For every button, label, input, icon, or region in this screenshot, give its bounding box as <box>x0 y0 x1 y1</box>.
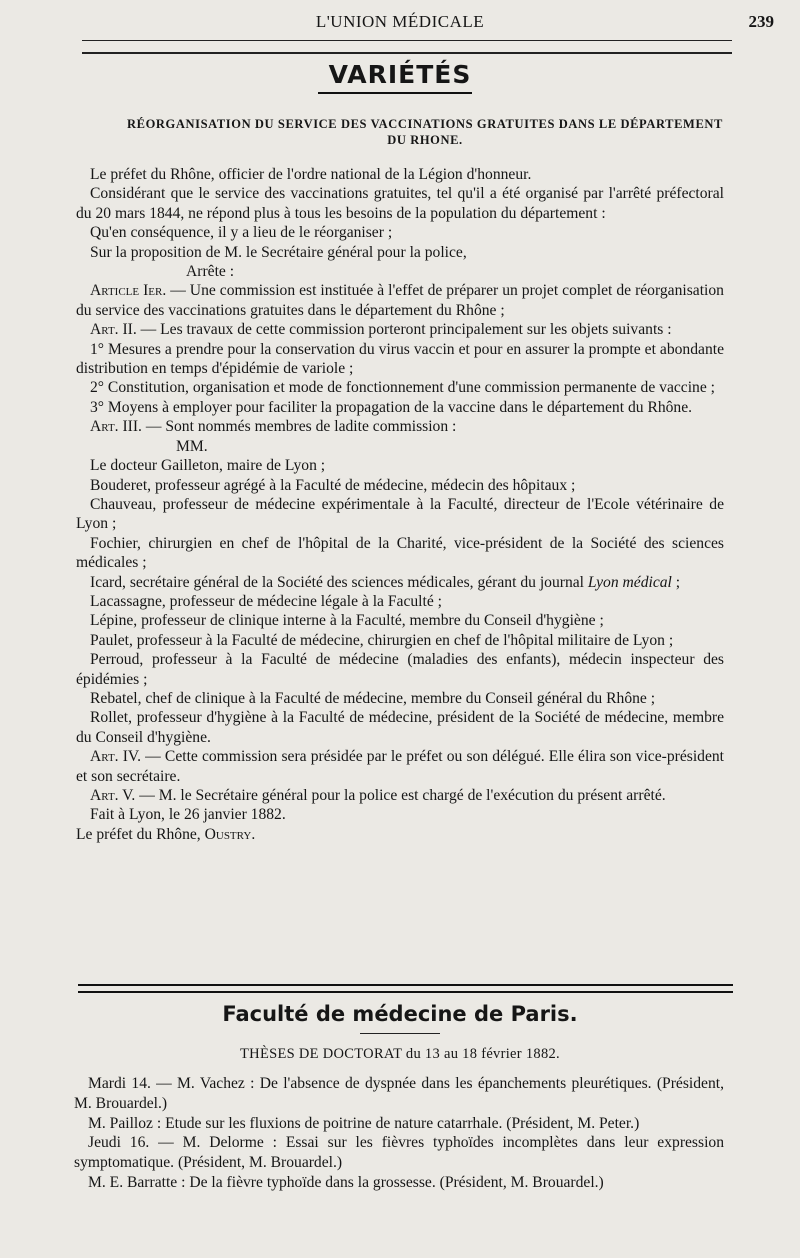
running-header <box>0 12 800 38</box>
signature-name: Oustry. <box>204 825 256 843</box>
decree-consequence: Qu'en conséquence, il y a lieu de le réorganiser ; <box>90 224 393 242</box>
article-5-label: Art. V. <box>90 787 136 804</box>
member-entry: Lépine, professeur de clinique interne à la Faculté, membre du Conseil d'hygiène ; <box>90 612 604 630</box>
icard-text: Icard, secrétaire général de la Société des sciences médicales, gérant du journal <box>90 573 588 591</box>
article-4-label: Art. IV. <box>90 748 142 766</box>
member-entry: Paulet, professeur à la Faculté de médecine, chirurgien en chef de l'hôpital militaire de Lyon ; <box>90 631 674 649</box>
theses-list <box>74 1074 724 1193</box>
article-1-label: Article Ier. <box>90 282 167 300</box>
decree-considerant: Considérant que le service des vaccinations gratuites, tel qu'il a été organisé par l'arrêté préfectoral du 20 mars 1844, ne répond plus à tous les besoins de la population du département : <box>76 185 724 222</box>
thesis-entry: M. E. Barratte : De la fièvre typhoïde dans la grossesse. (Président, M. Brouardel.) <box>88 1173 604 1191</box>
member-entry: Chauveau, professeur de médecine expérimentale à la Faculté, directeur de l'Ecole vétérinaire de Lyon ; <box>76 495 724 533</box>
member-entry-icard <box>76 573 724 592</box>
article-2-item-2: 2° Constitution, organisation et mode de fonctionnement d'une commission permanente de vaccine ; <box>90 379 715 397</box>
article-5 <box>76 786 724 805</box>
title-underline <box>318 92 472 94</box>
thesis-entry: Mardi 14. — M. Vachez : De l'absence de dyspnée dans les épanchements pleurétiques. (Président, M. Brouardel.) <box>74 1075 724 1112</box>
member-entry: Rollet, professeur d'hygiène à la Faculté de médecine, président de la Société de médecine, membre du Conseil d'hygiène. <box>76 709 724 746</box>
article-3-label: Art. III. <box>90 418 142 436</box>
article-4 <box>76 747 724 786</box>
section-title: VARIÉTÉS <box>328 60 472 89</box>
journal-title: Lyon médical <box>587 573 672 591</box>
decree-proposition: Sur la proposition de M. le Secrétaire général pour la police, <box>90 243 467 261</box>
article-2 <box>76 320 724 339</box>
article-4-text: — Cette commission sera présidée par le préfet ou son délégué. Elle élira son vice-président et son secrétaire. <box>76 748 725 785</box>
member-entry: Fochier, chirurgien en chef de l'hôpital de la Charité, vice-président de la Société des sciences médicales ; <box>76 534 724 572</box>
member-entry: Perroud, professeur à la Faculté de médecine (maladies des enfants), médecin inspecteur des épidémies ; <box>76 651 724 688</box>
page-number: 239 <box>748 12 774 31</box>
decree-preamble: Le préfet du Rhône, officier de l'ordre national de la Légion d'honneur. <box>90 166 532 183</box>
article-2-item-1: 1° Mesures a prendre pour la conservation du virus vaccin et pour en assurer la prompte et abondante distribution en temps d'épidémie de variole ; <box>76 340 724 378</box>
article-3 <box>76 417 724 436</box>
member-entry: Le docteur Gailleton, maire de Lyon ; <box>90 457 326 475</box>
article-1 <box>76 281 724 320</box>
article-1-text: — Une commission est instituée à l'effet de préparer un projet complet de réorganisation du service des vaccinations gratuites dans le département du Rhône ; <box>76 282 724 319</box>
member-entry: Rebatel, chef de clinique à la Faculté de médecine, membre du Conseil général du Rhône ; <box>90 689 656 707</box>
decree-signature <box>76 825 724 844</box>
header-rule <box>82 40 732 41</box>
article-3-text: — Sont nommés membres de ladite commission : <box>141 418 457 436</box>
header-rule-thick <box>82 52 732 54</box>
article-2-item-3: 3° Moyens à employer pour faciliter la propagation de la vaccine dans le département du Rhône. <box>90 398 693 416</box>
thesis-entry: M. Pailloz : Etude sur les fluxions de poitrine de nature catarrhale. (Président, M. Peter.) <box>88 1114 640 1132</box>
section-separator <box>78 984 733 993</box>
running-title: L'UNION MÉDICALE <box>315 12 485 31</box>
decree-body <box>76 165 724 844</box>
article-2-label: Art. II. <box>90 321 137 339</box>
members-salutation: MM. <box>176 437 208 455</box>
article-5-text: — M. le Secrétaire général pour la police est chargé de l'exécution du présent arrêté. <box>135 787 666 804</box>
article-2-text: — Les travaux de cette commission porteront principalement sur les objets suivants : <box>136 321 672 339</box>
thesis-entry: Jeudi 16. — M. Delorme : Essai sur les fièvres typhoïdes incomplètes dans leur expression symptomatique. (Président, M. Brouardel.) <box>74 1134 724 1172</box>
decree-date: Fait à Lyon, le 26 janvier 1882. <box>90 806 286 824</box>
theses-title: THÈSES DE DOCTORAT du 13 au 18 février 1882. <box>240 1046 560 1062</box>
decree-arrete: Arrête : <box>186 263 235 281</box>
article-heading-line2: DU RHONE. <box>387 133 463 147</box>
faculty-title: Faculté de médecine de Paris. <box>222 1002 578 1026</box>
article-heading-line1: RÉORGANISATION DU SERVICE DES VACCINATIONS GRATUITES DANS LE DÉPARTEMENT <box>127 117 723 131</box>
signature-title: Le préfet du Rhône, <box>76 825 205 843</box>
member-entry: Lacassagne, professeur de médecine légale à la Faculté ; <box>90 592 442 610</box>
member-entry: Bouderet, professeur agrégé à la Faculté de médecine, médecin des hôpitaux ; <box>90 476 576 494</box>
faculty-title-rule <box>360 1033 440 1034</box>
icard-end: ; <box>671 573 681 591</box>
